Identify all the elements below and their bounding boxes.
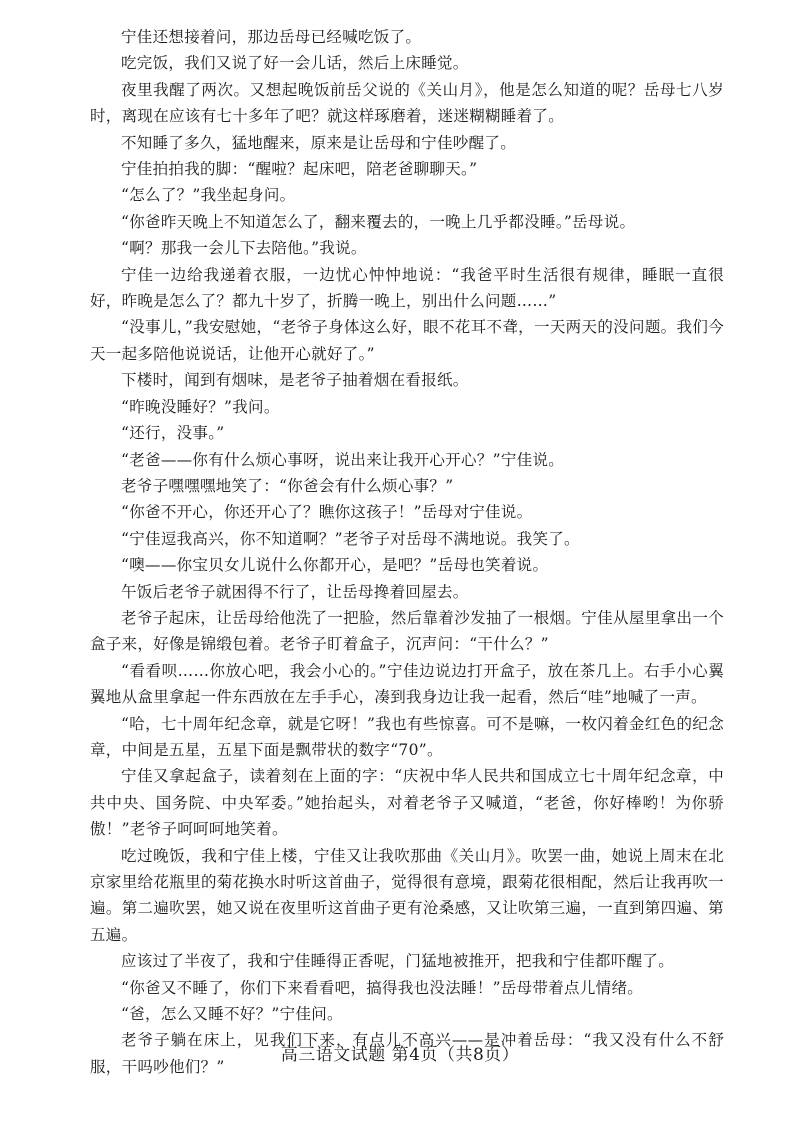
story-body [90,24,724,1080]
paragraph: 宁佳还想接着问，那边岳母已经喊吃饭了。 [121,28,422,46]
paragraph: 不知睡了多久，猛地醒来，原来是让岳母和宁佳吵醒了。 [121,133,517,152]
paragraph: “啊？那我一会儿下去陪他。”我说。 [121,239,367,258]
paragraph: “怎么了？”我坐起身问。 [121,186,296,205]
paragraph: 宁佳一边给我递着衣服，一边忧心忡忡地说：“我爸平时生活很有规律，睡眠一直很好，昨晚是怎么了？都九十岁了，折腾一晚上，别出什么问题……” [90,265,724,311]
paragraph: “老爸——你有什么烦心事呀，说出来让我开心开心？”宁佳说。 [121,450,565,469]
paragraph: “你爸又不睡了，你们下来看看吧，搞得我也没法睡！”岳母带着点儿情绪。 [121,978,644,997]
paragraph: “还行，没事。” [121,424,225,443]
paragraph: 吃完饭，我们又说了好一会儿话，然后上床睡觉。 [121,54,469,73]
paragraph: 老爷子起床，让岳母给他洗了一把脸，然后靠着沙发抽了一根烟。宁佳从屋里拿出一个盒子来，好像是锦缎包着。老爷子盯着盒子，沉声问：“干什么？” [90,608,724,654]
paragraph: 应该过了半夜了，我和宁佳睡得正香呢，门猛地被推开，把我和宁佳都吓醒了。 [121,952,675,971]
paragraph: “你爸不开心，你还开心了？瞧你这孩子！”岳母对宁佳说。 [121,503,533,522]
paragraph: 宁佳又拿起盒子，读着刻在上面的字：“庆祝中华人民共和国成立七十周年纪念章，中共中央、国务院、中央军委。”她抬起头，对着老爷子又喊道，“老爸，你好棒哟！为你骄傲！”老爷子呵呵呵地笑着。 [90,767,724,839]
paragraph: “噢——你宝贝女儿说什么你都开心，是吧？”岳母也笑着说。 [121,556,549,575]
paragraph: 老爷子嘿嘿嘿地笑了：“你爸会有什么烦心事？” [121,476,454,495]
paragraph: 吃过晚饭，我和宁佳上楼，宁佳又让我吹那曲《关山月》。吹罢一曲，她说上周末在北京家里给花瓶里的菊花换水时听这首曲子，觉得很有意境，跟菊花很相配，然后让我再吹一遍。第二遍吹罢，她又说在夜里听这首曲子更有沧桑感，又让吹第三遍，一直到第四遍、第五遍。 [90,846,724,944]
paragraph: “昨晚没睡好？”我问。 [121,397,280,416]
paragraph: “你爸昨天晚上不知道怎么了，翻来覆去的，一晚上几乎都没睡。”岳母说。 [121,212,636,231]
paragraph: 宁佳拍拍我的脚：“醒啦？起床吧，陪老爸聊聊天。” [121,160,478,179]
paragraph: 夜里我醒了两次。又想起晚饭前岳父说的《关山月》，他是怎么知道的呢？岳母七八岁时，离现在应该有七十多年了吧？就这样琢磨着，迷迷糊糊睡着了。 [90,80,724,126]
paragraph: “哈，七十周年纪念章，就是它呀！”我也有些惊喜。可不是嘛，一枚闪着金红色的纪念章，中间是五星，五星下面是飘带状的数字“70”。 [90,714,724,759]
paragraph: 午饭后老爷子就困得不行了，让岳母搀着回屋去。 [121,582,469,601]
page-footer: 高三语文试题 第4页（共8页） [280,1045,520,1065]
paragraph: “看看呗……你放心吧，我会小心的。”宁佳边说边打开盒子，放在茶几上。右手小心翼翼地从盒里拿起一件东西放在左手手心，凑到我身边让我一起看，然后“哇”地喊了一声。 [90,661,724,707]
paragraph: “爸，怎么又睡不好？”宁佳问。 [121,1005,343,1024]
paragraph: “宁佳逗我高兴，你不知道啊？”老爷子对岳母不满地说。我笑了。 [121,529,580,548]
paragraph: “没事儿，”我安慰她，“老爷子身体这么好，眼不花耳不聋，一天两天的没问题。我们今天一起多陪他说说话，让他开心就好了。” [90,318,724,363]
paragraph: 下楼时，闻到有烟味，是老爷子抽着烟在看报纸。 [121,371,469,390]
paragraph: 老爷子躺在床上，见我们下来，有点儿不高兴——是冲着岳母：“我又没有什么不舒服，干吗吵他们？” [90,1031,724,1076]
